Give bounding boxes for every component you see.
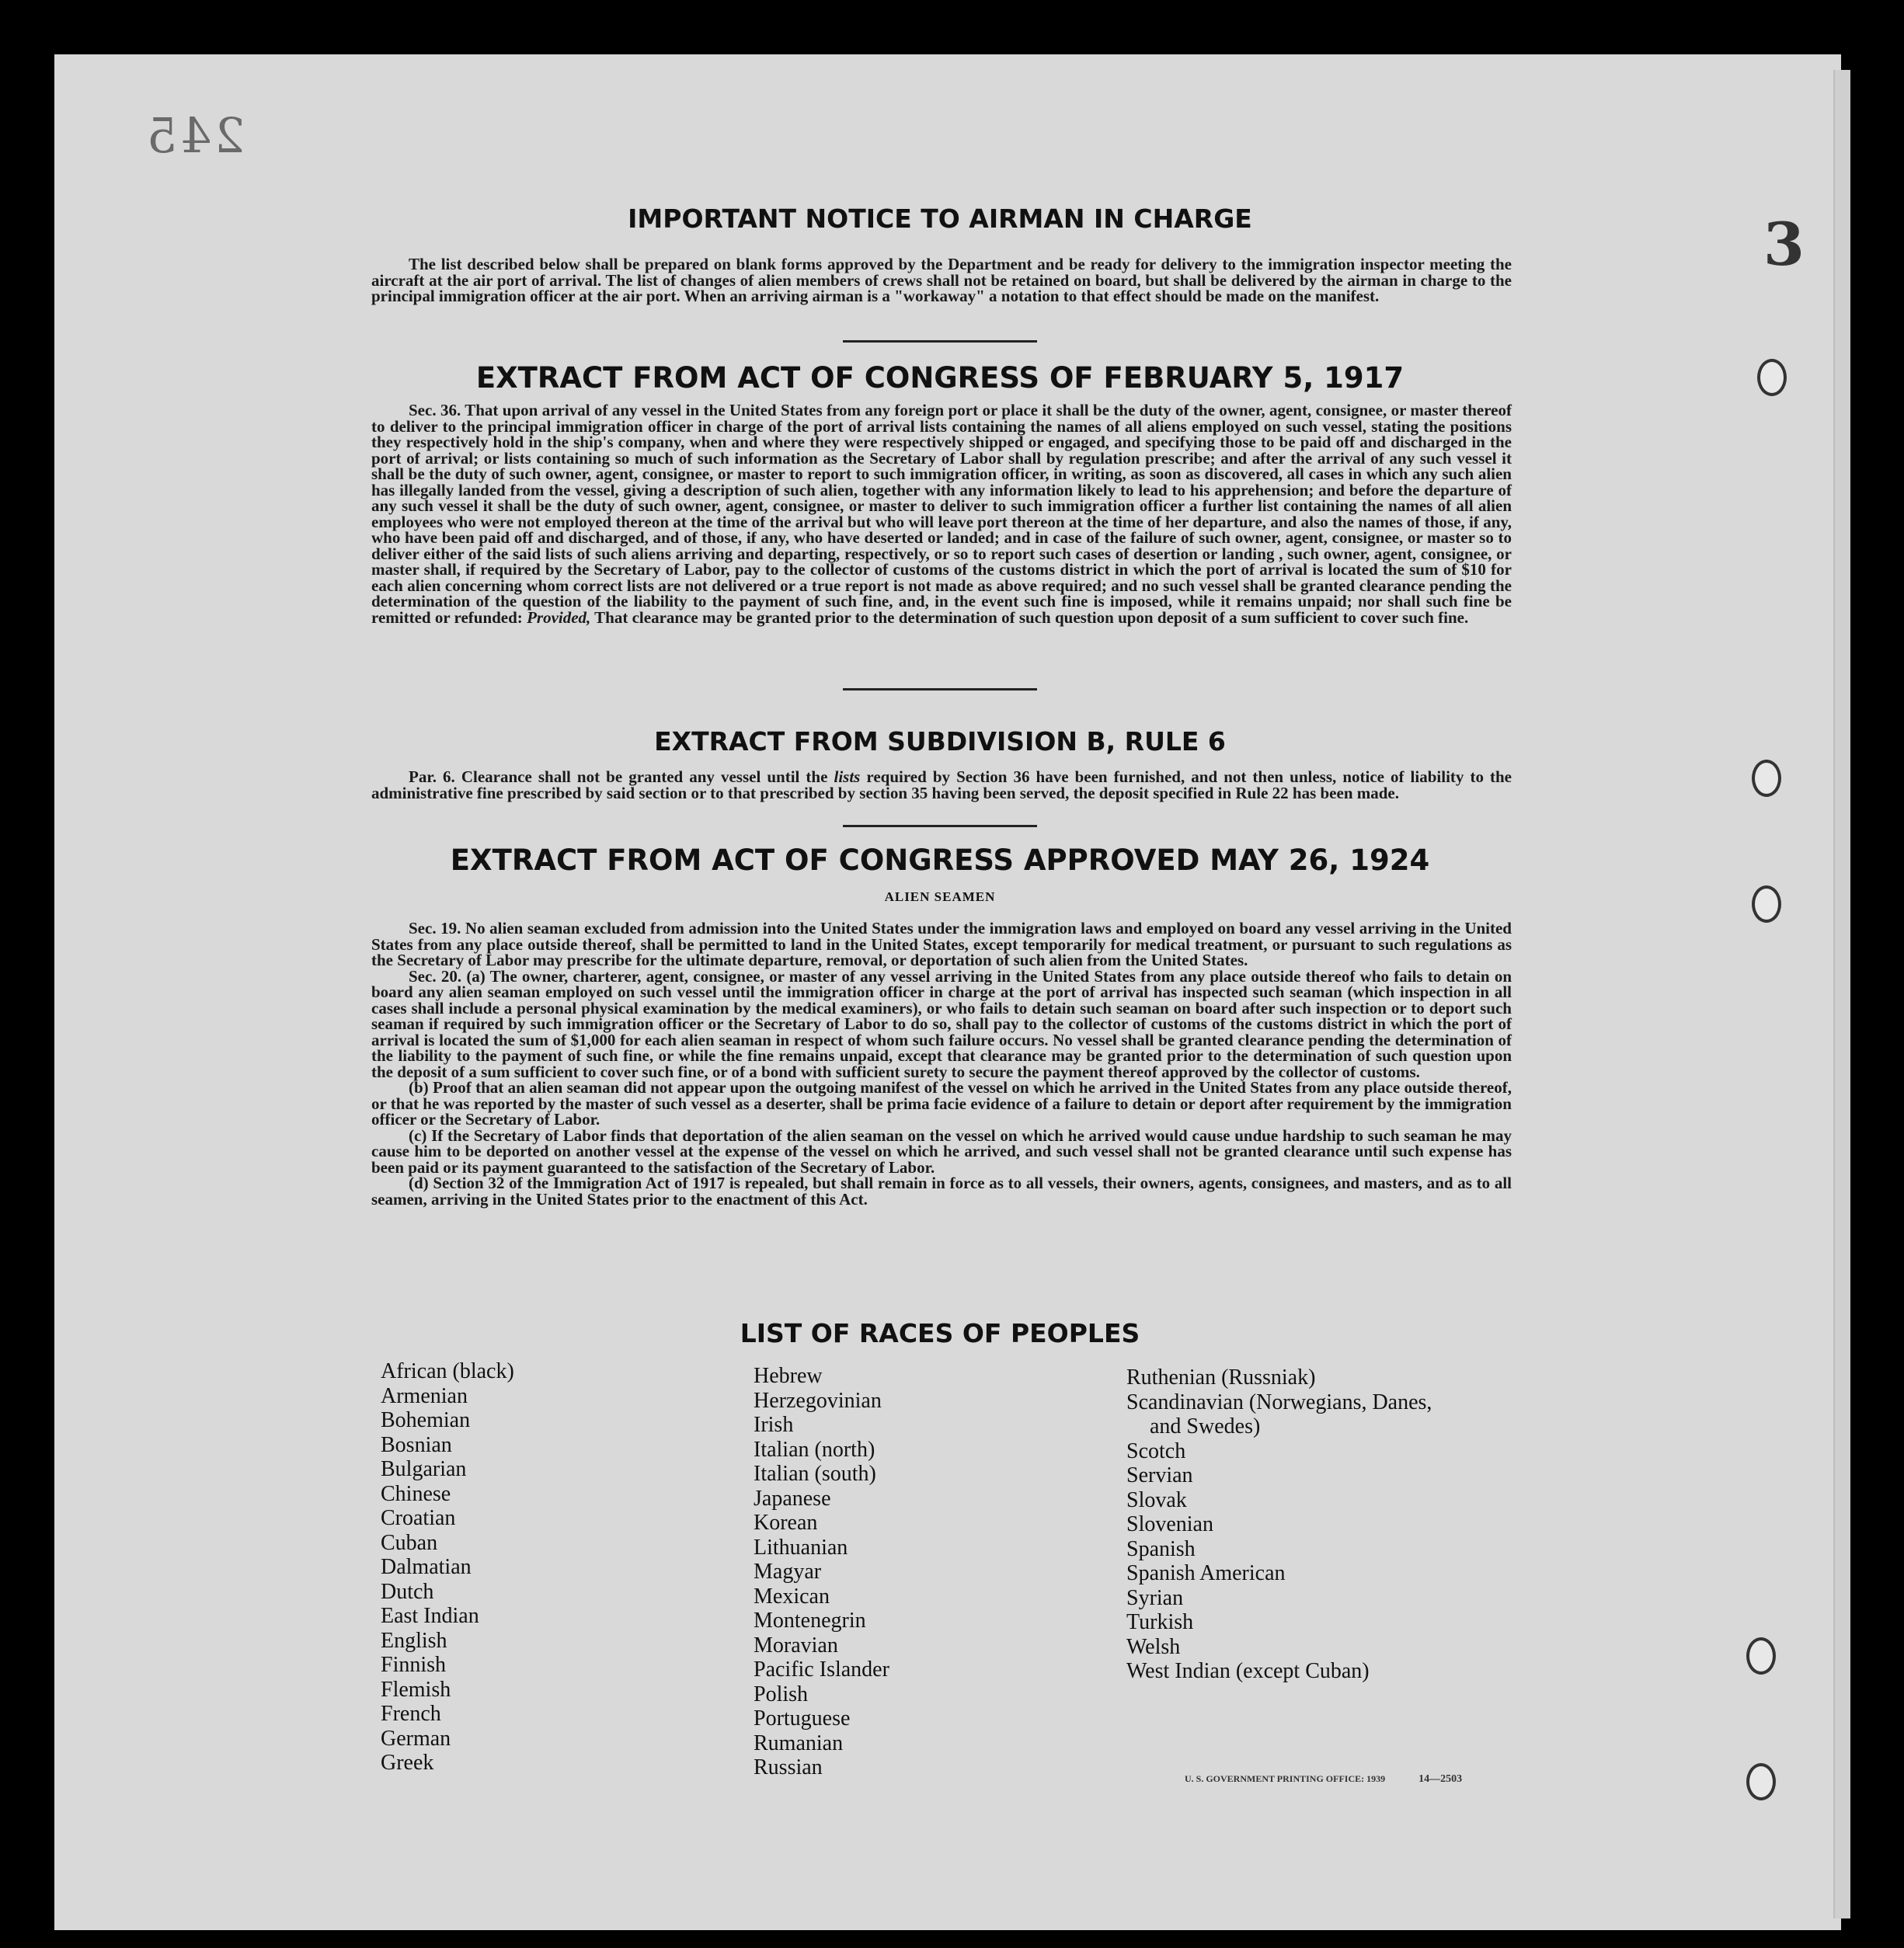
notice-paragraph: The list described below shall be prepared on blank forms approved by the Department and be ready for delivery to the immigration inspector meeting the aircraft at the air port of arrival. The list of changes of alien members of crews shall not be retained on board, but shall be delivered by the airman in charge to the principal immigration officer at the air port. When an arriving airman is a "workaway" a notation to that effect should be made on the manifest. bbox=[371, 255, 1512, 305]
race-item: Scandinavian (Norwegians, Danes, bbox=[1126, 1390, 1432, 1414]
section-36-proviso: Provided, bbox=[527, 607, 591, 627]
rule-6-title: EXTRACT FROM SUBDIVISION B, RULE 6 bbox=[654, 726, 1226, 757]
act-1924-subtitle: ALIEN SEAMEN bbox=[884, 889, 996, 904]
punch-hole-icon bbox=[1752, 885, 1781, 923]
race-item: English bbox=[381, 1628, 447, 1653]
race-item: Polish bbox=[754, 1682, 809, 1706]
race-item: Magyar bbox=[754, 1560, 822, 1584]
race-item: Bulgarian bbox=[381, 1457, 467, 1481]
race-item: Croatian bbox=[381, 1506, 456, 1530]
races-column-2 bbox=[754, 1364, 889, 1780]
race-item: Turkish bbox=[1126, 1610, 1194, 1634]
page-number: 245 bbox=[144, 107, 245, 164]
race-item: Armenian bbox=[381, 1383, 468, 1408]
race-item: Dalmatian bbox=[381, 1555, 472, 1579]
printer-line: U. S. GOVERNMENT PRINTING OFFICE: 1939 bbox=[1185, 1773, 1386, 1784]
act-1917-text bbox=[371, 402, 1512, 625]
race-item: Welsh bbox=[1126, 1634, 1181, 1659]
race-item: Moravian bbox=[754, 1633, 838, 1658]
race-item: Rumanian bbox=[754, 1731, 844, 1755]
race-item: and Swedes) bbox=[1150, 1414, 1261, 1438]
race-item: Irish bbox=[754, 1413, 794, 1437]
race-item: Montenegrin bbox=[754, 1609, 866, 1633]
section-36-label: Sec. 36. bbox=[409, 401, 461, 419]
race-item: Bosnian bbox=[381, 1432, 452, 1457]
act-1924-paragraph: (b) Proof that an alien seaman did not appear upon the outgoing manifest of the vessel on which he arrived in the United States from any place outside thereof, or that he was reported by the master of such vessel as a deserter, shall be prima facie evidence of a failure to detain or deport after requirement by the immigration officer or the Secretary of Labor. bbox=[371, 1078, 1512, 1129]
race-item: Syrian bbox=[1126, 1585, 1184, 1610]
race-item: Russian bbox=[754, 1755, 823, 1779]
race-item: Mexican bbox=[754, 1584, 830, 1609]
punch-hole-icon bbox=[1746, 1763, 1776, 1800]
race-item: Herzegovinian bbox=[754, 1388, 882, 1413]
race-item: Cuban bbox=[381, 1530, 438, 1555]
rule-6-text bbox=[371, 769, 1512, 801]
act-1924-paragraph: Sec. 20. (a) The owner, charterer, agent, consignee, or master of any vessel arriving in the United States from any place outside thereof who fails to detain on board any alien seaman employed on such vessel until the immigration officer in charge at the port of arrival has inspected such seaman (which inspection in all cases shall include a personal physical examination by the medical examiners), or who fails to detain such seaman on board after such inspection or to deport such seaman if required by such immigration officer or the Secretary of Labor to do so, shall pay to the collector of customs of the customs district in which the port of arrival is located the sum of $1,000 for each alien seaman in respect of whom such failure occurs. No vessel shall be granted clearance pending the determination of the liability to the payment of such fine, or while the fine remains unpaid, except that clearance may be granted prior to the determination of such question upon the deposit of a sum sufficient to cover such fine, or of a bond with sufficient surety to secure the payment thereof approved by the collector of customs. bbox=[371, 966, 1512, 1081]
section-36-text: That upon arrival of any vessel in the United States from any foreign port or place it shall be the duty of the owner, agent, consignee, or master thereof to deliver to the principal immigration officer in charge of the port of arrival lists containing the names of all aliens employed on such vessel, stating the positions they respectively hold in the ship's company, when and where they were respectively shipped or engaged, and specifying those to be paid off and discharged in the port of arrival; or lists containing so much of such information as the Secretary of Labor shall by regulation prescribe; and after the arrival of any such vessel it shall be the duty of such owner, agent, consignee, or master to report to such immigration officer, in writing, as soon as discovered, all cases in which any such alien has illegally landed from the vessel, giving a description of such alien, together with any information likely to lead to his apprehension; and before the departure of any such vessel it shall be the duty of such owner, agent, consignee, or master to deliver to such immigration officer a further list containing the names of all alien employees who were not employed thereon at the time of the arrival but who will leave port thereon at the time of her departure, and also the names of those, if any, who have been paid off and discharged, and of those, if any, who have deserted or landed; and in case of the failure of such owner, agent, consignee, or master so to deliver either of the said lists of such aliens arriving and departing, respectively, or so to report such cases of desertion or landing , such owner, agent, consignee, or master shall, if required by the Secretary of Labor, pay to the collector of customs of the customs district in which the port of arrival is located the sum of $10 for each alien concerning whom correct lists are not delivered or a true report is not made as above required; and no such vessel shall be granted clearance pending the determination of the question of the liability to the payment of such fine, and, in the event such fine is imposed, while it remains unpaid; nor shall such fine be remitted or refunded: bbox=[371, 401, 1512, 627]
rule-6-text-a: Par. 6. Clearance shall not be granted any vessel until the bbox=[409, 767, 834, 786]
act-1924-paragraph: (c) If the Secretary of Labor finds that deportation of the alien seaman on the vessel on which he arrived would cause undue hardship to such seaman he may cause him to be deported on another vessel at the expense of the vessel on which he arrived, and such vessel shall not be granted clearance until such expense has been paid or its payment guaranteed to the satisfaction of the Secretary of Labor. bbox=[371, 1125, 1512, 1177]
race-item: French bbox=[381, 1702, 441, 1726]
rule-6-text-italic: lists bbox=[834, 767, 861, 786]
rule-6-text-b: required by Section 36 have been furnished, and not then unless, notice of liability to the administrative fine prescribed by said section or to that prescribed by section 35 having been served, the deposit specified in Rule 22 has been made. bbox=[371, 767, 1512, 802]
race-item: East Indian bbox=[381, 1604, 479, 1628]
race-item: Korean bbox=[754, 1511, 818, 1535]
race-item: Finnish bbox=[381, 1653, 447, 1677]
race-item: Flemish bbox=[381, 1677, 451, 1702]
rule-6-paragraph bbox=[371, 769, 1512, 801]
races-title: LIST OF RACES OF PEOPLES bbox=[740, 1318, 1140, 1348]
punch-hole-icon bbox=[1752, 760, 1781, 797]
race-item: Slovenian bbox=[1126, 1512, 1213, 1536]
act-1924-text bbox=[371, 920, 1512, 1207]
race-item: Chinese bbox=[381, 1481, 451, 1506]
race-item: Japanese bbox=[754, 1486, 831, 1511]
divider bbox=[843, 825, 1037, 827]
form-code: 14—2503 bbox=[1418, 1773, 1463, 1785]
race-item: German bbox=[381, 1726, 451, 1751]
race-item: Italian (north) bbox=[754, 1437, 875, 1462]
race-item: Hebrew bbox=[754, 1364, 823, 1388]
race-item: Portuguese bbox=[754, 1706, 851, 1731]
act-1924-title: EXTRACT FROM ACT OF CONGRESS APPROVED MAY 26, 1924 bbox=[450, 844, 1430, 877]
race-item: Spanish American bbox=[1126, 1561, 1286, 1585]
race-item: Italian (south) bbox=[754, 1462, 876, 1486]
race-item: Dutch bbox=[381, 1579, 434, 1604]
sheet-edge bbox=[1833, 70, 1850, 1918]
race-item: Spanish bbox=[1126, 1536, 1196, 1561]
act-1917-title: EXTRACT FROM ACT OF CONGRESS OF FEBRUARY 5, 1917 bbox=[475, 361, 1405, 395]
race-item: Slovak bbox=[1126, 1487, 1187, 1512]
race-item: Bohemian bbox=[381, 1408, 471, 1432]
act-1924-paragraph: (d) Section 32 of the Immigration Act of 1917 is repealed, but shall remain in force as to all vessels, their owners, agents, consignees, and masters, and as to all seamen, arriving in the United States prior to the enactment of this Act. bbox=[371, 1174, 1512, 1209]
notice-text bbox=[371, 256, 1512, 304]
section-36-end: That clearance may be granted prior to the determination of such question upon deposit of a sum sufficient to cover such fine. bbox=[590, 607, 1469, 627]
divider bbox=[843, 688, 1037, 690]
races-column-1 bbox=[381, 1359, 514, 1776]
race-item: Pacific Islander bbox=[754, 1658, 889, 1682]
notice-title: IMPORTANT NOTICE TO AIRMAN IN CHARGE bbox=[628, 203, 1252, 234]
punch-hole-icon bbox=[1746, 1637, 1776, 1675]
race-item: Ruthenian (Russniak) bbox=[1126, 1365, 1316, 1390]
races-column-3 bbox=[1126, 1365, 1432, 1684]
corner-mark: 3 bbox=[1763, 210, 1805, 279]
divider bbox=[843, 340, 1037, 343]
race-item: Lithuanian bbox=[754, 1535, 848, 1560]
footer bbox=[1185, 1773, 1462, 1786]
punch-hole-icon bbox=[1757, 359, 1787, 396]
race-item: Servian bbox=[1126, 1463, 1193, 1487]
act-1924-paragraph: Sec. 19. No alien seaman excluded from admission into the United States under the immigration laws and employed on board any vessel arriving in the United States from any place outside thereof, shall be permitted to land in the United States, except temporarily for medical treatment, or pursuant to such regulations as the Secretary of Labor may prescribe for the ultimate departure, removal, or deportation of such alien from the United States. bbox=[371, 919, 1512, 969]
race-item: Scotch bbox=[1126, 1438, 1186, 1463]
race-item: West Indian (except Cuban) bbox=[1126, 1659, 1370, 1683]
race-item: Greek bbox=[381, 1751, 434, 1775]
race-item: African (black) bbox=[381, 1359, 514, 1383]
section-36-paragraph bbox=[371, 402, 1512, 625]
